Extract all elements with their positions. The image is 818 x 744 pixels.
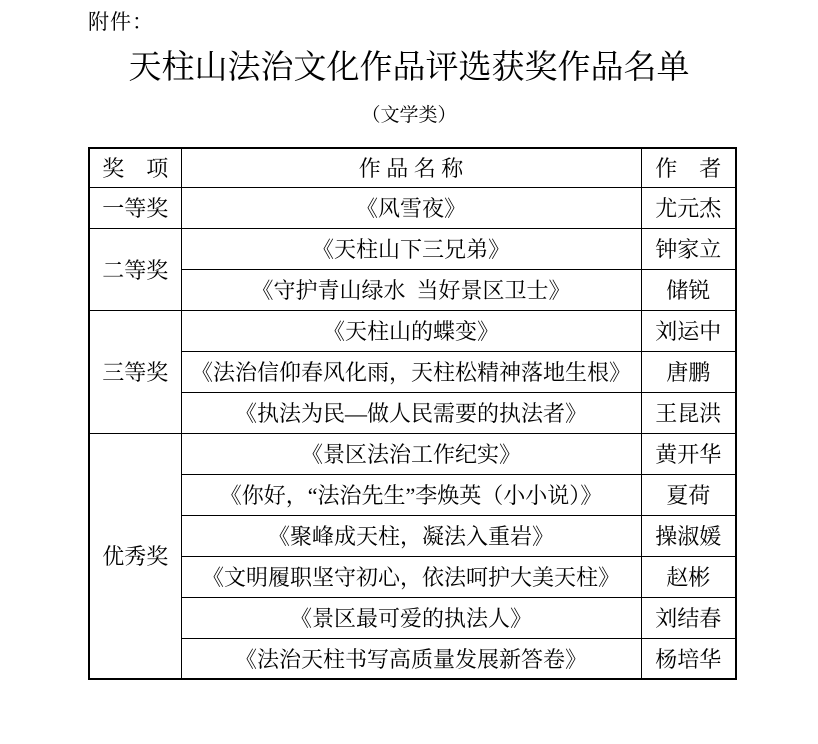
work-title-cell: 《执法为民—做人民需要的执法者》 — [181, 392, 641, 433]
table-row — [89, 433, 736, 474]
work-title-cell: 《景区最可爱的执法人》 — [181, 597, 641, 638]
work-title-cell: 《聚峰成天柱，凝法入重岩》 — [181, 515, 641, 556]
table-row — [89, 310, 736, 351]
author-cell: 操淑媛 — [641, 515, 736, 556]
awards-table-body — [89, 187, 736, 679]
table-row — [89, 269, 736, 310]
author-cell: 赵彬 — [641, 556, 736, 597]
table-row — [89, 515, 736, 556]
header-work-title: 作 品 名 称 — [181, 148, 641, 187]
work-title-cell: 《法治信仰春风化雨，天柱松精神落地生根》 — [181, 351, 641, 392]
work-title-cell: 《景区法治工作纪实》 — [181, 433, 641, 474]
author-cell: 夏荷 — [641, 474, 736, 515]
author-cell: 钟家立 — [641, 228, 736, 269]
table-row — [89, 597, 736, 638]
work-title-cell: 《天柱山下三兄弟》 — [181, 228, 641, 269]
award-tier-cell: 一等奖 — [89, 187, 181, 228]
attachment-label: 附件： — [88, 10, 154, 34]
author-cell: 尤元杰 — [641, 187, 736, 228]
work-title-cell: 《你好，“法治先生”李焕英（小小说）》 — [181, 474, 641, 515]
work-title-cell: 《风雪夜》 — [181, 187, 641, 228]
table-row — [89, 556, 736, 597]
work-title-cell: 《文明履职坚守初心，依法呵护大美天柱》 — [181, 556, 641, 597]
author-cell: 储锐 — [641, 269, 736, 310]
table-row — [89, 351, 736, 392]
page-title: 天柱山法治文化作品评选获奖作品名单 — [128, 50, 690, 86]
work-title-cell: 《守护青山绿水 当好景区卫士》 — [181, 269, 641, 310]
category-subtitle: （文学类） — [361, 105, 457, 126]
table-row — [89, 474, 736, 515]
author-cell: 唐鹏 — [641, 351, 736, 392]
work-title-cell: 《天柱山的蝶变》 — [181, 310, 641, 351]
table-row — [89, 638, 736, 679]
work-title-cell: 《法治天柱书写高质量发展新答卷》 — [181, 638, 641, 679]
table-header-row — [89, 148, 736, 187]
header-award: 奖 项 — [89, 148, 181, 187]
table-row — [89, 228, 736, 269]
award-tier-cell: 二等奖 — [89, 228, 181, 310]
table-row — [89, 187, 736, 228]
author-cell: 杨培华 — [641, 638, 736, 679]
header-author: 作 者 — [641, 148, 736, 187]
table-row — [89, 392, 736, 433]
author-cell: 刘运中 — [641, 310, 736, 351]
author-cell: 刘结春 — [641, 597, 736, 638]
award-tier-cell: 优秀奖 — [89, 433, 181, 679]
author-cell: 黄开华 — [641, 433, 736, 474]
author-cell: 王昆洪 — [641, 392, 736, 433]
award-tier-cell: 三等奖 — [89, 310, 181, 433]
awards-table — [88, 147, 737, 680]
